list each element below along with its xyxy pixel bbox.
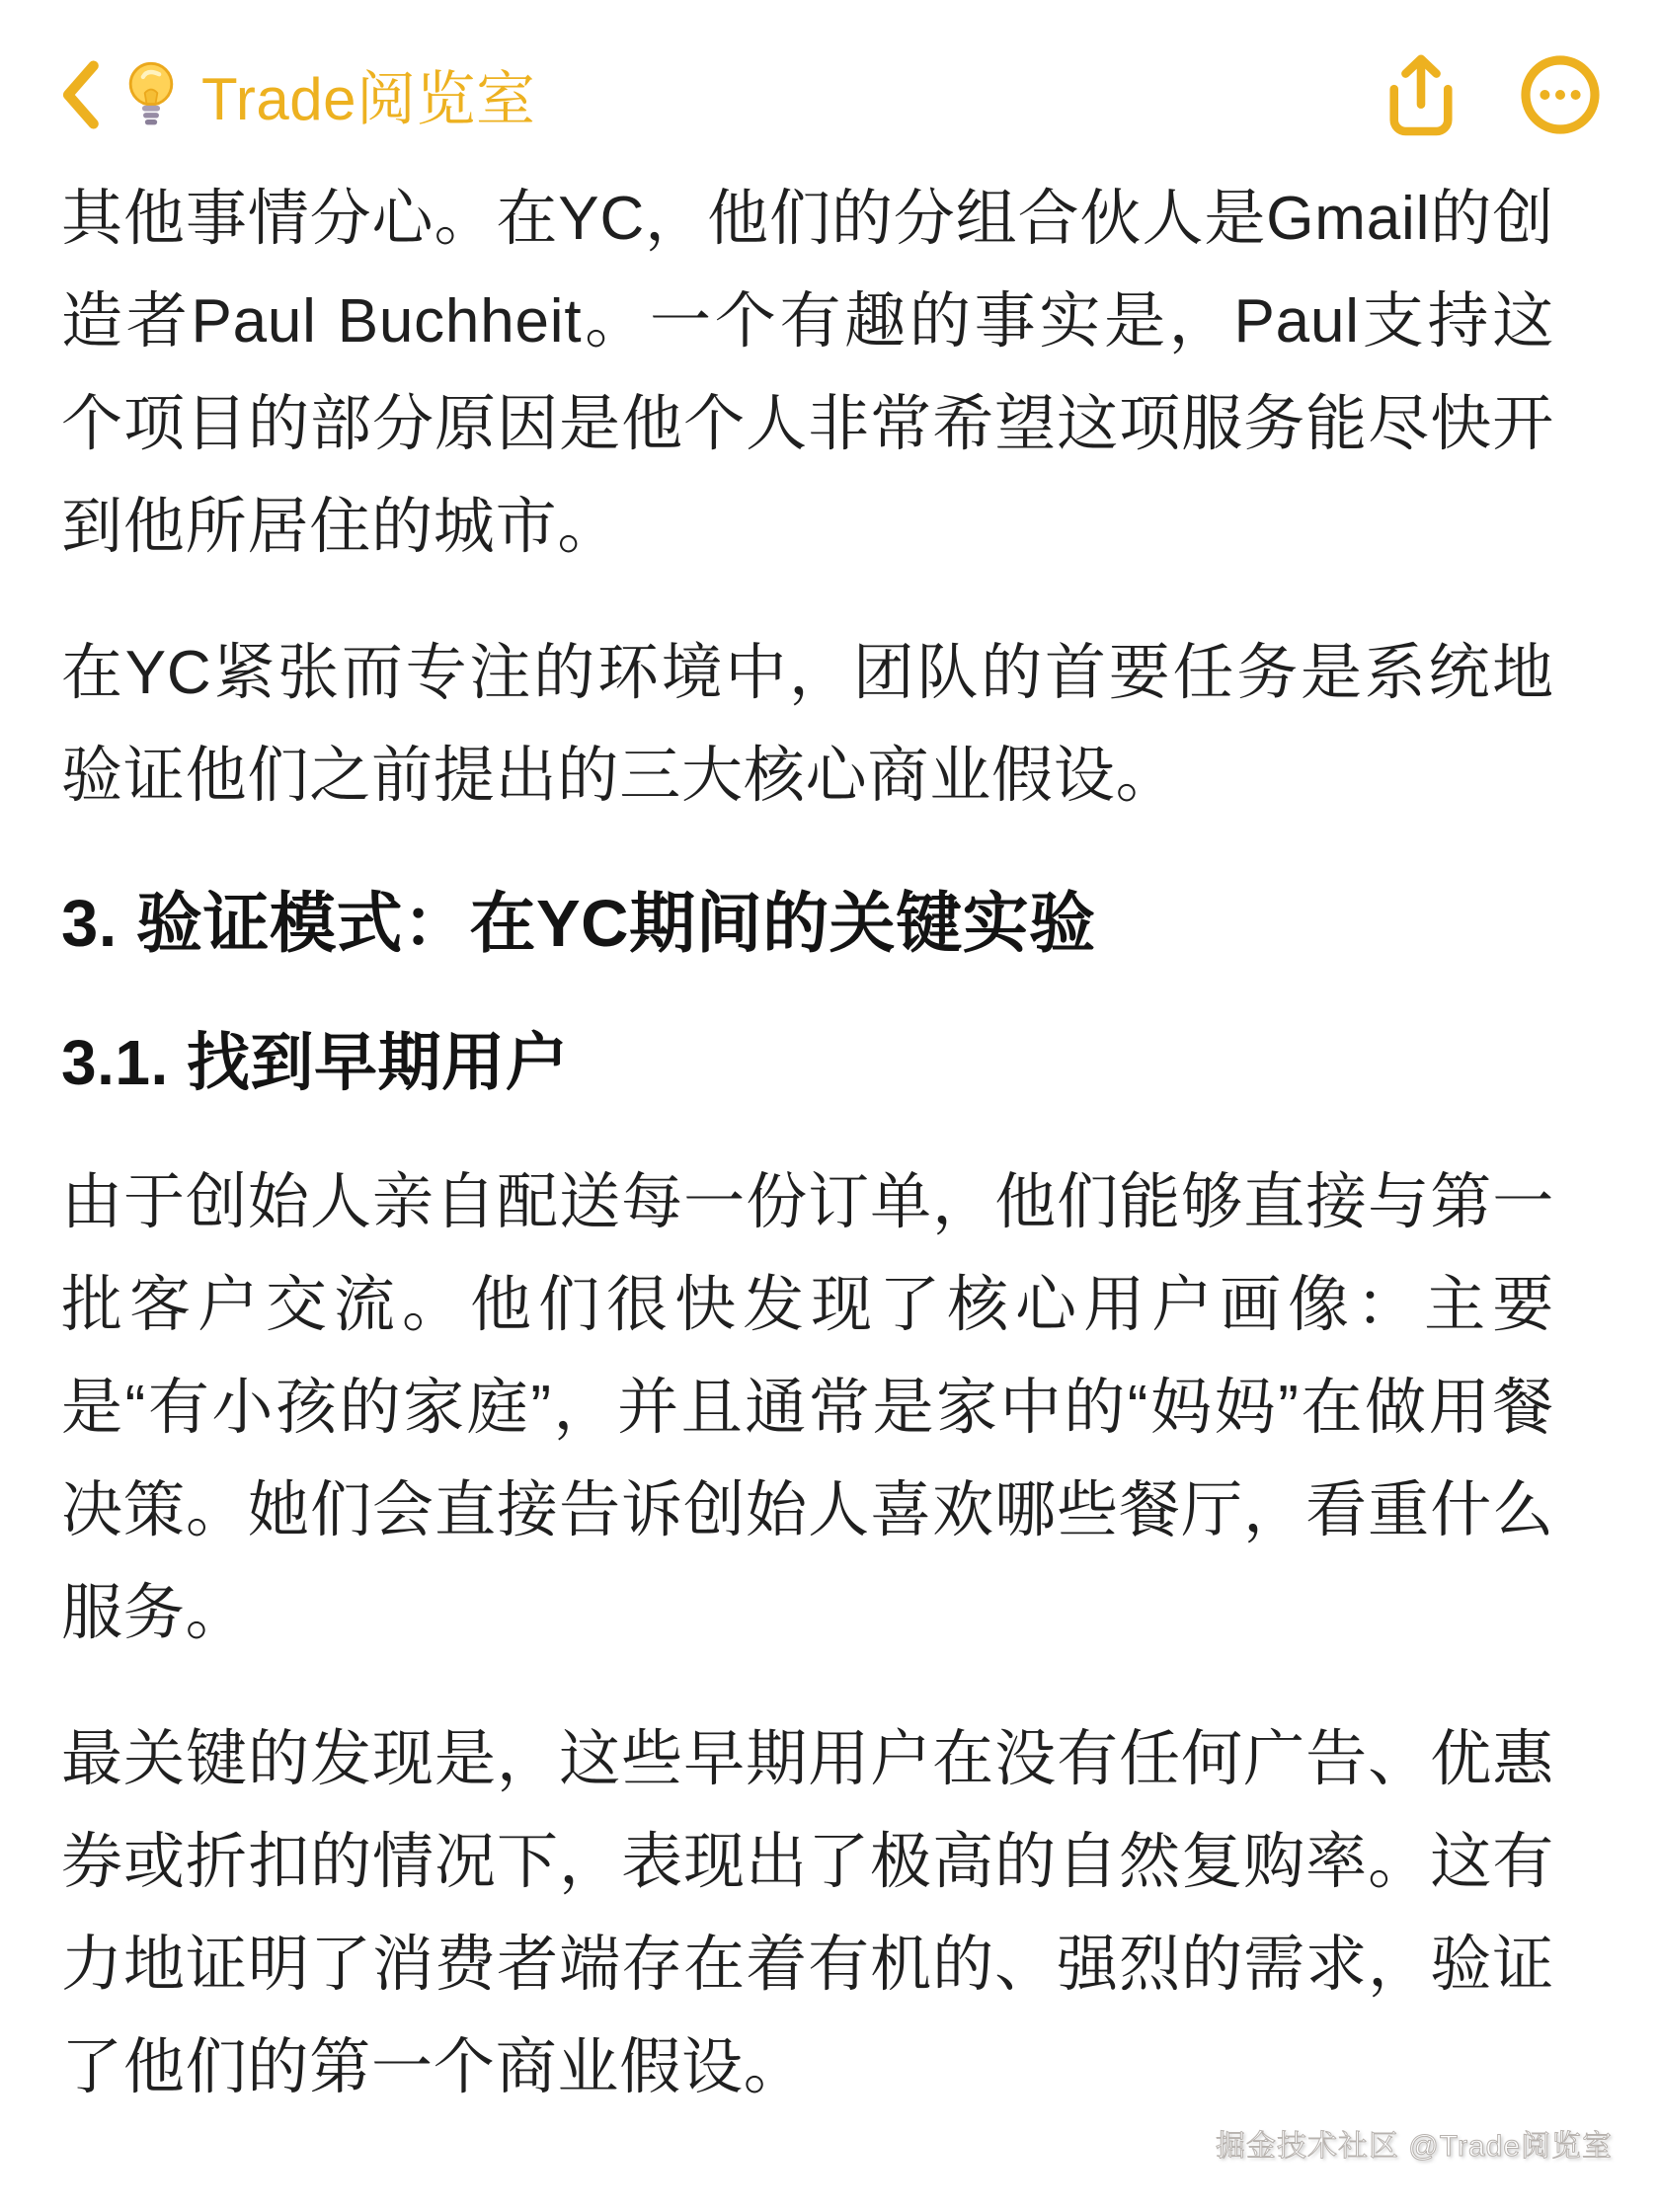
nav-bar — [0, 0, 1659, 156]
chevron-left-icon — [57, 60, 101, 129]
nav-left-group — [57, 52, 536, 137]
share-button[interactable] — [1384, 52, 1458, 137]
nav-right-group — [1384, 52, 1602, 137]
paragraph-3: 由于创始人亲自配送每一份订单，他们能够直接与第一批客户交流。他们很快发现了核心用户画像：主要是“有小孩的家庭”，并且通常是家中的“妈妈”在做用餐决策。她们会直接告诉创始人喜欢哪些餐厅，看重什么服务。 — [61, 1168, 1554, 1647]
share-icon — [1384, 52, 1458, 137]
back-button[interactable] — [57, 60, 101, 129]
sub-heading: 3.1. 找到早期用户 — [61, 1027, 570, 1098]
watermark: 掘金技术社区 @Trade阅览室 — [1215, 2130, 1613, 2163]
section-heading: 3. 验证模式：在YC期间的关键实验 — [61, 887, 1096, 961]
article-body — [0, 156, 1659, 2119]
page-title: Trade阅览室 — [201, 66, 536, 132]
more-button[interactable] — [1519, 53, 1602, 136]
ellipsis-circle-icon — [1519, 53, 1602, 136]
paragraph-1: 其他事情分心。在YC，他们的分组合伙人是Gmail的创造者Paul Buchheit。一个有趣的事实是，Paul支持这个项目的部分原因是他个人非常希望这项服务能尽快开到他所居住的城市。 — [61, 185, 1554, 561]
lightbulb-icon — [122, 57, 180, 132]
paragraph-4: 最关键的发现是，这些早期用户在没有任何广告、优惠券或折扣的情况下，表现出了极高的自然复购率。这有力地证明了消费者端存在着有机的、强烈的需求，验证了他们的第一个商业假设。 — [61, 1725, 1554, 2101]
paragraph-2: 在YC紧张而专注的环境中，团队的首要任务是系统地验证他们之前提出的三大核心商业假设。 — [61, 639, 1554, 810]
